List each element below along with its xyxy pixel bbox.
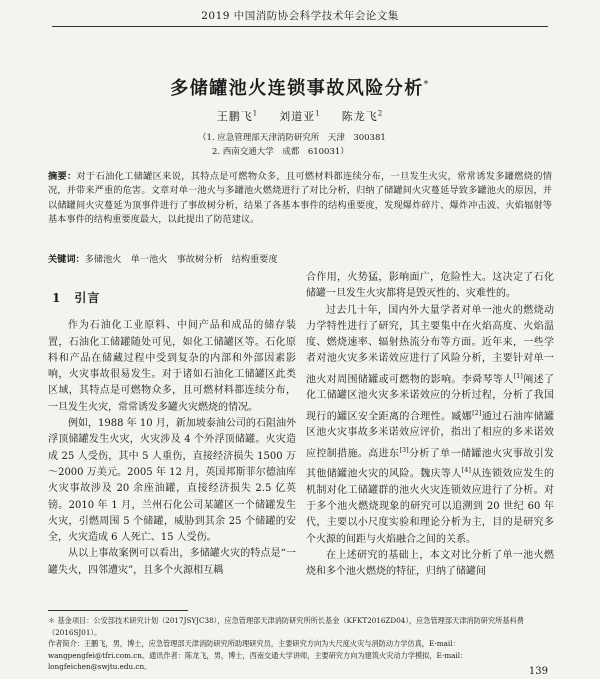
keywords bbox=[48, 253, 552, 267]
header-rule bbox=[52, 26, 548, 27]
footnote-funding: ＊ 基金项目：公安部技术研究计划（2017JSYJC38），应急管理部天津消防研究所所长基金（KFKT2016ZD04），应急管理部天津消防研究所基科费（2016SJ01）。 bbox=[48, 616, 524, 637]
author-affiliation-mark: 1 bbox=[315, 109, 321, 118]
abstract-text: 对于石油化工储罐区来说，其特点是可燃物众多，且可燃材料都连续分布，一旦发生火灾，常常诱发多罐燃烧的情况，并带来严重的危害。文章对单一池火与多罐池火燃烧进行了对比分析，归纳了储罐间火灾蔓延导致多罐池火的原因，并以储罐间火灾蔓延为顶事件进行了事故树分析，结果了各基本事件的结构重要度，发现爆炸碎片、爆炸冲击波、火焰辐射等基本事件的结构重要度最大，以此提出了防范建议。 bbox=[48, 171, 552, 226]
footnote-author-info: 作者简介：王鹏飞，男，博士，应急管理部天津消防研究所助理研究员，主要研究方向为大尺度火灾与消防动力学仿真，E-mail：wangpengfei@tfri.com.cn。通讯作者：陈龙飞，男，博士，西南交通大学讲师，主要研究方向为建筑火灾动力学模拟，E-mail：longfeichen@swjtu.edu.cn。 bbox=[48, 639, 468, 671]
keywords-label: 关键词： bbox=[48, 254, 85, 265]
author-name: 刘道亚 bbox=[279, 110, 316, 123]
footnote-rule bbox=[48, 610, 188, 611]
author-name: 陈龙飞 bbox=[341, 110, 378, 123]
title-footnote-mark: * bbox=[423, 80, 430, 90]
author-name: 王鹏飞 bbox=[216, 110, 253, 123]
body-paragraph bbox=[306, 303, 554, 548]
abstract bbox=[48, 170, 552, 228]
body-paragraph: 例如，1988 年 10 月，新加坡泰油公司的石阻油外浮顶储罐发生火灾，火灾涉及 4 个外浮顶储罐。火灾造成 25 人受伤，其中 5 人重伤，直接经济损失 1500 万～2000 万美元。2005 年 12 月，英国邦斯菲尔德油库火灾事故涉及 20 余座油罐，直接经济损失 2.5 亿英镑。2010 年 1 月，兰州石化公司某罐区一个储罐发生火灾，引燃周围 5 个储罐，威胁到其余 25 个储罐的安全，火灾造成 6 人死亡、15 人受伤。 bbox=[48, 418, 296, 544]
paragraph-text: 通过石油库储罐区池火灾事故多米诺效应评价，指出了相应的多米诺效应控制措施。高进东 bbox=[306, 411, 555, 459]
citation-mark: [1] bbox=[513, 371, 523, 380]
citation-mark: [4] bbox=[461, 466, 471, 475]
body-paragraph: 合作用，火势猛，影响面广，危险性大。这决定了石化储罐一旦发生火灾都将是毁灭性的、灾难性的。 bbox=[306, 272, 554, 300]
abstract-label: 摘要： bbox=[48, 171, 77, 182]
keywords-text: 多储池火 单一池火 事故树分析 结构重要度 bbox=[84, 254, 278, 265]
body-paragraph: 作为石油化工业原料、中间产品和成品的储存装置，石油化工储罐随处可见，如化工储罐区等。石化原料和产品在储藏过程中受到复杂的内部和外部因素影响，火灾事故很易发生。对于诸如石油化工储罐区此类区域，其特点是可燃物众多，且可燃材料都连续分布，一旦发生火灾，常常诱发多罐火灾燃烧的情况。 bbox=[48, 320, 296, 413]
paper-title bbox=[0, 74, 600, 100]
author-list bbox=[0, 108, 600, 124]
body-paragraph: 从以上事故案例可以看出，多储罐火灾的特点是“一罐失火，四邻遭灾”，且多个火源相互耦 bbox=[48, 548, 296, 576]
running-header: 2019 中国消防协会科学技术年会论文集 bbox=[201, 10, 399, 22]
author-affiliation-mark: 2 bbox=[377, 109, 384, 118]
citation-mark: [2] bbox=[472, 408, 482, 417]
affiliation-line: 2. 西南交通大学 成都 610031） bbox=[212, 147, 349, 157]
body-paragraph: 在上述研究的基础上，本文对比分析了单一池火燃烧和多个池火燃烧的特征，归纳了储罐间 bbox=[306, 550, 554, 578]
footnotes bbox=[48, 615, 552, 673]
section-heading: 1 引言 bbox=[52, 291, 101, 305]
left-column bbox=[48, 270, 296, 579]
affiliation-line: （1. 应急管理部天津消防研究所 天津 300381 bbox=[198, 133, 386, 143]
right-column bbox=[306, 270, 554, 581]
citation-mark: [3] bbox=[399, 445, 409, 454]
paragraph-text: 阐述了化工储罐区池火灾多米诺效应的分析过程，分析了我国现行的罐区安全距离的合理性。臧娜 bbox=[306, 374, 555, 423]
paragraph-text: 分析了单一储罐池火灾事故引发其他储罐池火灾的风险。魏庆等人 bbox=[306, 447, 555, 480]
paragraph-text: 过去几十年，国内外大量学者对单一池火的燃烧动力学特性进行了研究，其主要集中在火焰高度、火焰温度、燃烧速率、辐射热流分布等方面。近年来，一些学者对池火灾多米诺效应进行了风险分析，主要针对单一池火对周围储罐或可燃物的影响。李舜琴等人 bbox=[306, 304, 554, 386]
author-affiliation-mark: 1 bbox=[252, 109, 259, 118]
title-text: 多储罐池火连锁事故风险分析 bbox=[170, 78, 424, 99]
page-number: 139 bbox=[528, 666, 548, 677]
paragraph-text: 从连锁效应发生的机制对化工储罐群的池火火灾连锁效应进行了分析。对于多个池火燃烧现象的研究可以追溯到 20 世纪 60 年代，主要以小尺度实验和理论分析为主，目的是研究多个火源的间距与火焰融合之间的关系。 bbox=[306, 468, 555, 545]
